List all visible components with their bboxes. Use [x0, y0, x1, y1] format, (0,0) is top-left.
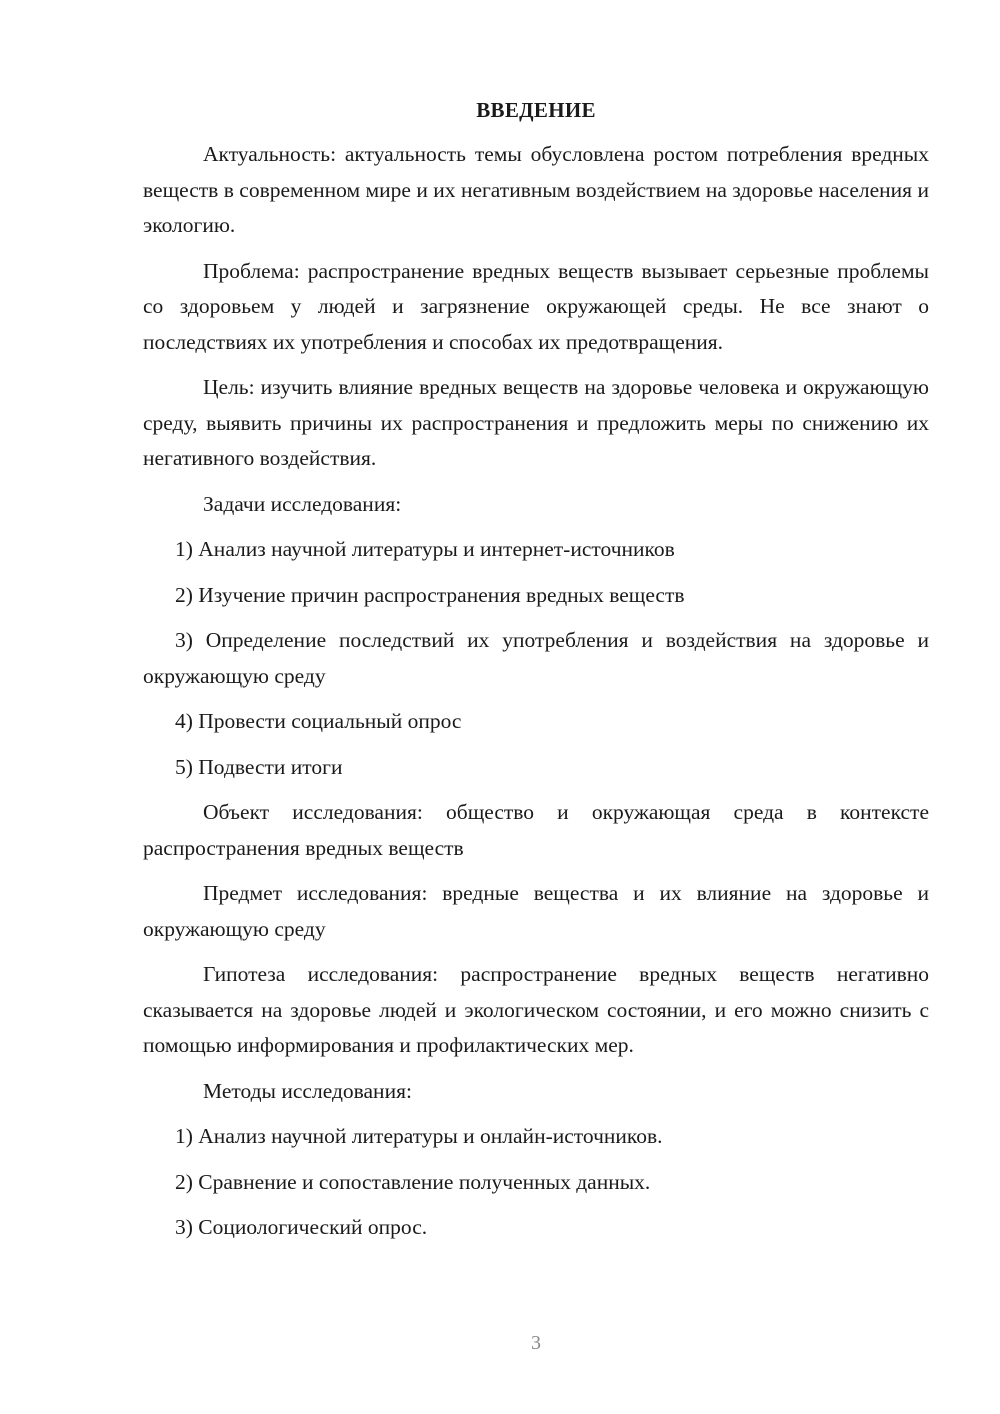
task-item-5: 5) Подвести итоги: [175, 754, 343, 779]
task-item-3: 3) Определение последствий их употребления и воздействия на здоровье и окружающую среду: [143, 628, 929, 688]
page-number: 3: [531, 1332, 541, 1354]
page-content: [143, 95, 929, 1256]
task-item-2: 2) Изучение причин распространения вредных веществ: [175, 582, 685, 607]
relevance-paragraph: Актуальность: актуальность темы обусловлена ростом потребления вредных веществ в современном мире и их негативным воздействием на здоровье населения и экологию.: [143, 142, 929, 237]
subject-paragraph: Предмет исследования: вредные вещества и их влияние на здоровье и окружающую среду: [143, 881, 929, 941]
method-item-3: 3) Социологический опрос.: [175, 1215, 428, 1239]
task-item-1: 1) Анализ научной литературы и интернет-источников: [175, 537, 675, 561]
tasks-heading: Задачи исследования:: [203, 491, 402, 516]
methods-heading: Методы исследования:: [203, 1078, 412, 1103]
hypothesis-paragraph: Гипотеза исследования: распространение вредных веществ негативно сказывается на здоровье людей и экологическом состоянии, и его можно снизить с помощью информирования и профилактических мер.: [143, 962, 929, 1057]
goal-paragraph: Цель: изучить влияние вредных веществ на здоровье человека и окружающую среду, выявить причины их распространения и предложить меры по снижению их негативного воздействия.: [143, 375, 929, 470]
problem-paragraph: Проблема: распространение вредных веществ вызывает серьезные проблемы со здоровьем у людей и загрязнение окружающей среды. Не все знают о последствиях их употребления и способах их предотвращения.: [143, 258, 929, 354]
method-item-1: 1) Анализ научной литературы и онлайн-источников.: [175, 1124, 663, 1148]
section-title: ВВЕДЕНИЕ: [476, 98, 596, 122]
object-paragraph: Объект исследования: общество и окружающая среда в контексте распространения вредных веществ: [143, 800, 929, 860]
task-item-4: 4) Провести социальный опрос: [175, 709, 462, 733]
method-item-2: 2) Сравнение и сопоставление полученных данных.: [175, 1169, 651, 1194]
